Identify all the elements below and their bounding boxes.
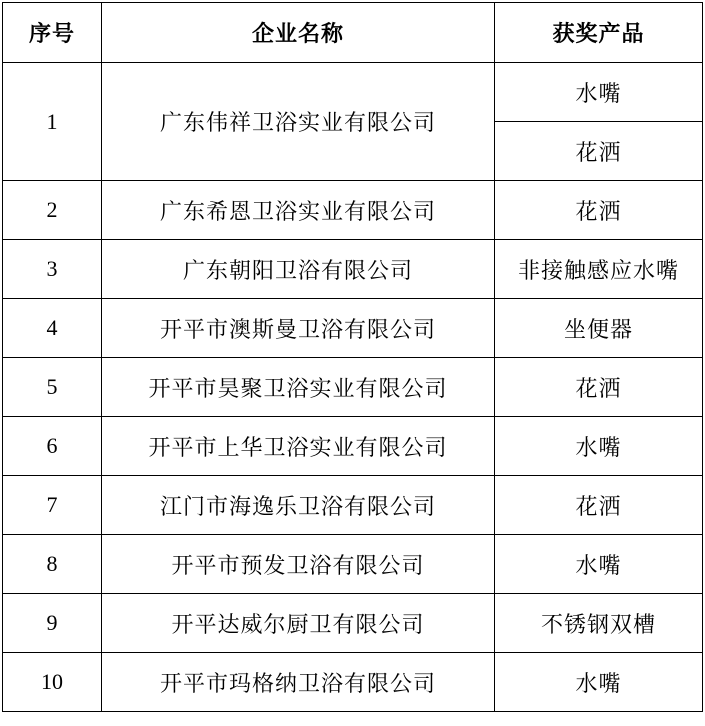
table-row [3, 63, 703, 122]
row-index: 4 [3, 299, 102, 358]
row-product: 非接触感应水嘴 [495, 240, 703, 299]
row-company: 江门市海逸乐卫浴有限公司 [102, 476, 495, 535]
row-product: 花洒 [495, 122, 703, 181]
header-index: 序号 [3, 3, 102, 63]
table-row [3, 535, 703, 594]
row-product: 不锈钢双槽 [495, 594, 703, 653]
row-index: 6 [3, 417, 102, 476]
row-index: 1 [3, 63, 102, 181]
row-product: 水嘴 [495, 653, 703, 712]
table-row [3, 653, 703, 712]
row-index: 5 [3, 358, 102, 417]
table-header-row [3, 3, 703, 63]
row-company: 开平市玛格纳卫浴有限公司 [102, 653, 495, 712]
row-product: 水嘴 [495, 535, 703, 594]
row-company: 开平市预发卫浴有限公司 [102, 535, 495, 594]
table-row [3, 181, 703, 240]
row-index: 3 [3, 240, 102, 299]
table-row [3, 358, 703, 417]
table-row [3, 594, 703, 653]
row-product: 水嘴 [495, 63, 703, 122]
row-product: 花洒 [495, 358, 703, 417]
header-product: 获奖产品 [495, 3, 703, 63]
row-company: 广东朝阳卫浴有限公司 [102, 240, 495, 299]
row-product: 水嘴 [495, 417, 703, 476]
table-row [3, 240, 703, 299]
table-row [3, 299, 703, 358]
table-row [3, 476, 703, 535]
row-index: 8 [3, 535, 102, 594]
row-index: 10 [3, 653, 102, 712]
row-index: 2 [3, 181, 102, 240]
row-index: 9 [3, 594, 102, 653]
row-company: 开平达威尔厨卫有限公司 [102, 594, 495, 653]
row-product: 花洒 [495, 476, 703, 535]
row-product: 花洒 [495, 181, 703, 240]
row-product: 坐便器 [495, 299, 703, 358]
row-company: 广东伟祥卫浴实业有限公司 [102, 63, 495, 181]
header-company: 企业名称 [102, 3, 495, 63]
table-row [3, 417, 703, 476]
row-index: 7 [3, 476, 102, 535]
award-table [2, 2, 703, 712]
row-company: 开平市昊聚卫浴实业有限公司 [102, 358, 495, 417]
row-company: 开平市上华卫浴实业有限公司 [102, 417, 495, 476]
row-company: 广东希恩卫浴实业有限公司 [102, 181, 495, 240]
row-company: 开平市澳斯曼卫浴有限公司 [102, 299, 495, 358]
